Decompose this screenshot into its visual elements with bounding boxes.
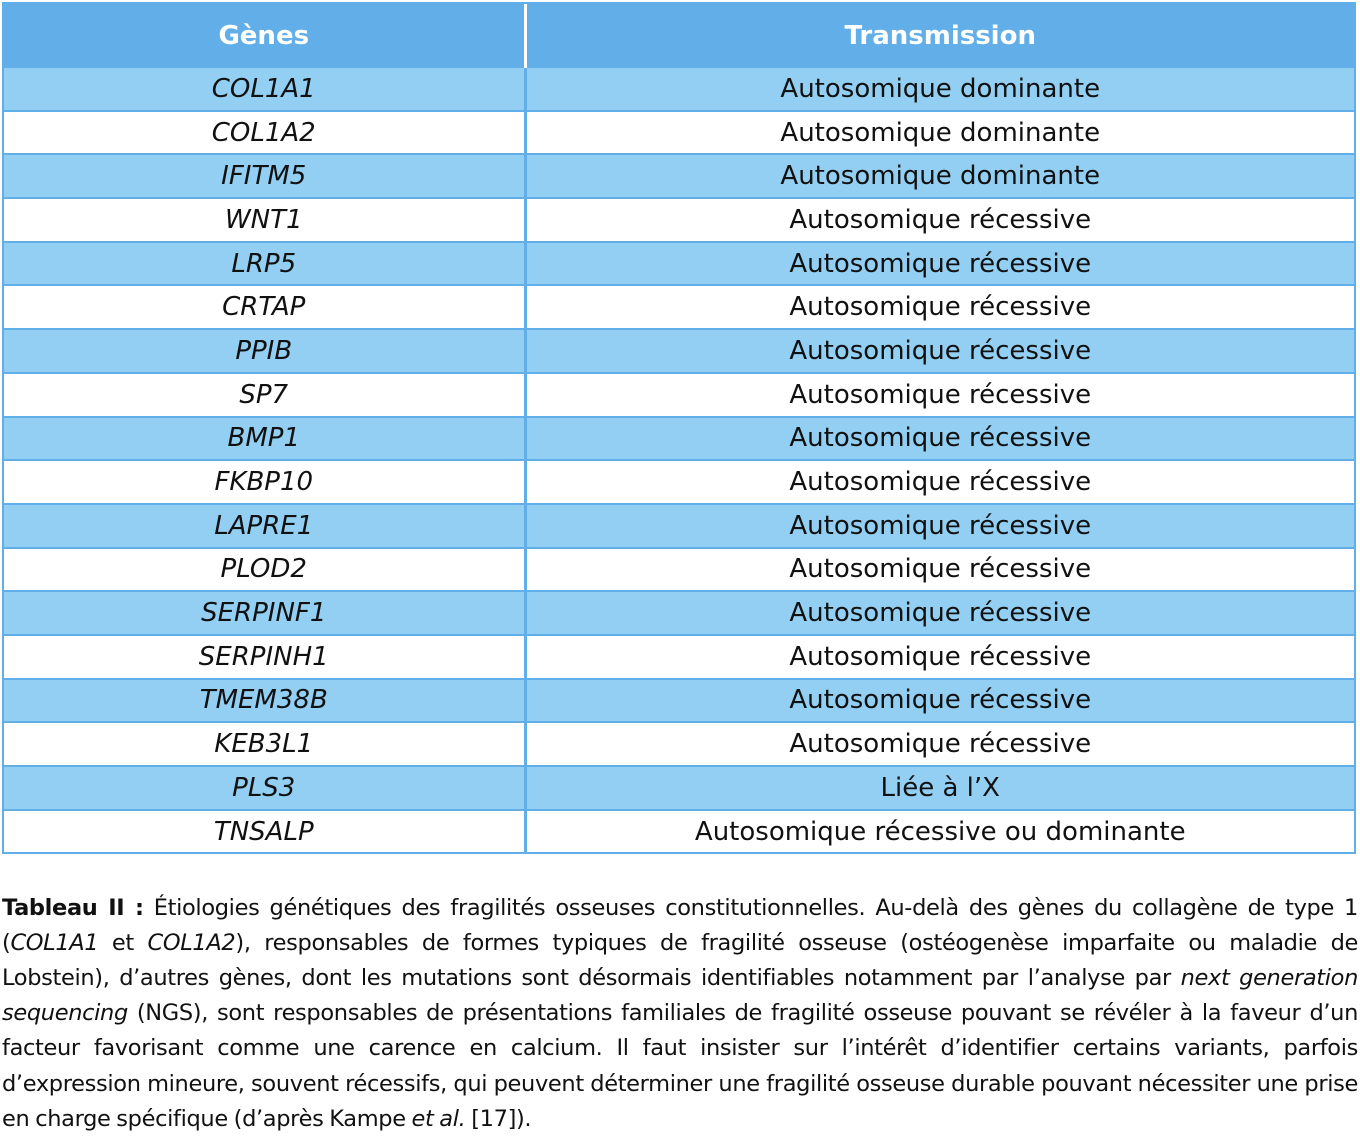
gene-cell: LAPRE1 bbox=[4, 504, 525, 548]
gene-cell: LRP5 bbox=[4, 242, 525, 286]
table-row bbox=[4, 417, 1354, 461]
table-row bbox=[4, 766, 1354, 810]
gene-cell: TNSALP bbox=[4, 810, 525, 853]
transmission-cell: Autosomique dominante bbox=[525, 111, 1354, 155]
transmission-cell: Autosomique récessive bbox=[525, 504, 1354, 548]
gene-cell: TMEM38B bbox=[4, 679, 525, 723]
gene-cell: SP7 bbox=[4, 373, 525, 417]
table-row bbox=[4, 460, 1354, 504]
header-genes: Gènes bbox=[4, 4, 525, 68]
genes-table-container bbox=[2, 2, 1356, 854]
gene-cell: BMP1 bbox=[4, 417, 525, 461]
table-row bbox=[4, 548, 1354, 592]
gene-cell: WNT1 bbox=[4, 198, 525, 242]
table-header-row bbox=[4, 4, 1354, 68]
gene-cell: COL1A1 bbox=[4, 68, 525, 111]
caption-text: (NGS), sont responsables de présentations familiales de fragilité osseuse pouvant se révéler à la faveur d’un facteur favorisant comme une carence en calcium. Il faut insister sur l’intérêt d’identifier certains variants, parfois d’expression mineure, souvent récessifs, qui peuvent déterminer une fragilité osseuse durable pouvant nécessiter une prise en charge spécifique (d’après Kampe bbox=[2, 1000, 1358, 1132]
table-row bbox=[4, 504, 1354, 548]
gene-cell: FKBP10 bbox=[4, 460, 525, 504]
gene-cell: KEB3L1 bbox=[4, 722, 525, 766]
caption-gene-col1a2: COL1A2 bbox=[147, 929, 236, 956]
gene-cell: CRTAP bbox=[4, 285, 525, 329]
transmission-cell: Autosomique récessive bbox=[525, 635, 1354, 679]
table-row bbox=[4, 635, 1354, 679]
table-row bbox=[4, 68, 1354, 111]
table-row bbox=[4, 111, 1354, 155]
gene-cell: SERPINF1 bbox=[4, 591, 525, 635]
table-row bbox=[4, 810, 1354, 853]
transmission-cell: Liée à l’X bbox=[525, 766, 1354, 810]
table-body bbox=[4, 68, 1354, 852]
caption-text: Étiologies génétiques des fragilités osseuses constitutionnelles. Au-delà des gènes du collagène de type 1 ( bbox=[2, 894, 1359, 956]
caption-label: Tableau II : bbox=[2, 894, 144, 921]
caption-text: [17]). bbox=[465, 1105, 532, 1132]
table-row bbox=[4, 329, 1354, 373]
genes-table bbox=[4, 4, 1354, 852]
gene-cell: PPIB bbox=[4, 329, 525, 373]
caption-gene-col1a1: COL1A1 bbox=[10, 929, 99, 956]
transmission-cell: Autosomique récessive bbox=[525, 548, 1354, 592]
table-row bbox=[4, 679, 1354, 723]
transmission-cell: Autosomique récessive bbox=[525, 591, 1354, 635]
transmission-cell: Autosomique récessive bbox=[525, 373, 1354, 417]
transmission-cell: Autosomique récessive ou dominante bbox=[525, 810, 1354, 853]
header-transmission: Transmission bbox=[525, 4, 1354, 68]
gene-cell: IFITM5 bbox=[4, 154, 525, 198]
table-row bbox=[4, 242, 1354, 286]
gene-cell: COL1A2 bbox=[4, 111, 525, 155]
transmission-cell: Autosomique récessive bbox=[525, 242, 1354, 286]
transmission-cell: Autosomique récessive bbox=[525, 417, 1354, 461]
table-row bbox=[4, 285, 1354, 329]
gene-cell: SERPINH1 bbox=[4, 635, 525, 679]
transmission-cell: Autosomique récessive bbox=[525, 679, 1354, 723]
table-row bbox=[4, 722, 1354, 766]
table-row bbox=[4, 154, 1354, 198]
table-row bbox=[4, 198, 1354, 242]
gene-cell: PLOD2 bbox=[4, 548, 525, 592]
caption-ngs-term: next generation sequencing bbox=[2, 964, 1359, 1027]
table-row bbox=[4, 373, 1354, 417]
gene-cell: PLS3 bbox=[4, 766, 525, 810]
transmission-cell: Autosomique récessive bbox=[525, 460, 1354, 504]
caption-et-al: et al. bbox=[411, 1105, 466, 1132]
caption-text: et bbox=[98, 929, 148, 956]
table-row bbox=[4, 591, 1354, 635]
transmission-cell: Autosomique récessive bbox=[525, 722, 1354, 766]
transmission-cell: Autosomique récessive bbox=[525, 329, 1354, 373]
transmission-cell: Autosomique dominante bbox=[525, 154, 1354, 198]
transmission-cell: Autosomique dominante bbox=[525, 68, 1354, 111]
transmission-cell: Autosomique récessive bbox=[525, 285, 1354, 329]
caption-text: ), responsables de formes typiques de fragilité osseuse (ostéogenèse imparfaite ou maladie de Lobstein), d’autres gènes, dont les mutations sont désormais identifiables notamment par l’analyse par bbox=[2, 929, 1358, 991]
table-caption bbox=[2, 891, 1358, 1137]
transmission-cell: Autosomique récessive bbox=[525, 198, 1354, 242]
